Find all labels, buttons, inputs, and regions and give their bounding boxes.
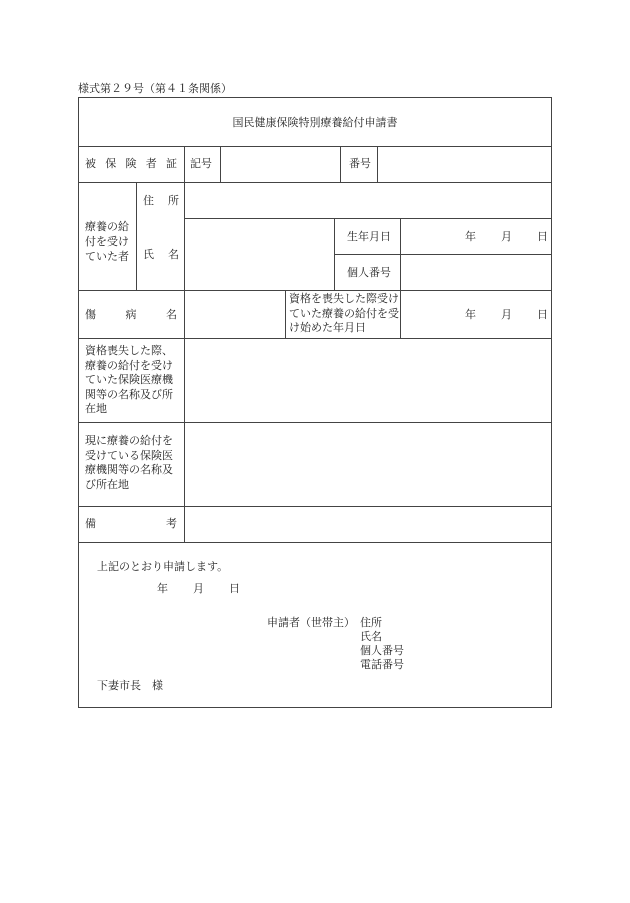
prior-facility-field[interactable]: [185, 339, 551, 422]
address-label: 住所: [143, 194, 179, 207]
recipient-name-field[interactable]: [185, 219, 334, 290]
column-divider: [285, 290, 286, 338]
applicant-phone-label: 電話番号: [360, 658, 404, 671]
application-form: [78, 97, 552, 708]
dob-day: 日: [537, 230, 548, 243]
form-number: 様式第２９号（第４１条関係）: [78, 82, 232, 95]
declaration-day: 日: [229, 582, 240, 595]
dob-month: 月: [501, 230, 512, 243]
dob-label: 生年月日: [347, 230, 391, 243]
row-divider: [79, 542, 551, 543]
disease-name-label: 傷病名: [85, 308, 177, 321]
applicant-address-label: 住所: [360, 616, 382, 629]
addressee: 下妻市長 様: [97, 679, 163, 692]
column-divider: [136, 182, 137, 290]
applicant-label: 申請者（世帯主）: [267, 616, 355, 629]
current-facility-label: 現に療養の給付を受けている保険医療機関等の名称及び所在地: [85, 434, 173, 491]
remarks-label: 備考: [85, 517, 177, 530]
current-facility-field[interactable]: [185, 423, 551, 506]
dob-year: 年: [465, 230, 476, 243]
remarks-field[interactable]: [185, 507, 551, 542]
loss-date-year: 年: [465, 308, 476, 321]
number-field[interactable]: [378, 147, 551, 182]
loss-date-day: 日: [537, 308, 548, 321]
name-label: 氏名: [143, 248, 179, 261]
declaration-month: 月: [193, 582, 204, 595]
disease-name-field[interactable]: [185, 291, 285, 338]
column-divider: [334, 218, 335, 290]
declaration-year: 年: [157, 582, 168, 595]
prior-facility-label: 資格喪失した際、療養の給付を受けていた保険医療機関等の名称及び所在地: [85, 344, 173, 415]
recipient-label: 療養の給付を受けていた者: [85, 220, 129, 263]
loss-date-month: 月: [501, 308, 512, 321]
individual-number-label: 個人番号: [347, 266, 391, 279]
declaration-statement: 上記のとおり申請します。: [97, 560, 229, 573]
number-label: 番号: [349, 157, 371, 170]
symbol-label: 記号: [190, 157, 212, 170]
qualification-loss-date-label: 資格を喪失した際受けていた療養の給付を受け始めた年月日: [289, 292, 399, 334]
applicant-individual-number-label: 個人番号: [360, 644, 404, 657]
individual-number-field[interactable]: [401, 255, 551, 290]
symbol-field[interactable]: [221, 147, 340, 182]
column-divider: [340, 146, 341, 182]
applicant-name-label: 氏名: [360, 630, 382, 643]
insurance-card-label: 被保険者証: [85, 157, 177, 170]
recipient-address-field[interactable]: [185, 183, 551, 218]
form-title: 国民健康保険特別療養給付申請書: [232, 116, 398, 129]
row-divider: [79, 290, 551, 291]
